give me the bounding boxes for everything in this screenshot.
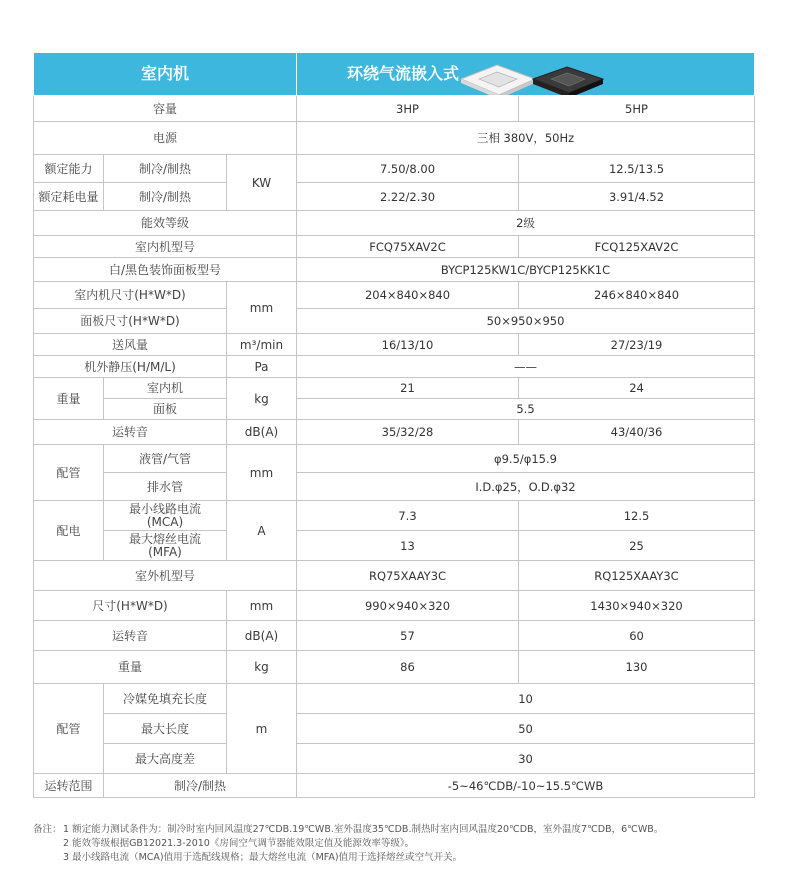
indoor-noise-unit: dB(A) (227, 420, 297, 445)
row-outdoor-weight (34, 651, 755, 684)
free-charge-length-value: 10 (297, 684, 755, 714)
max-height-diff-label: 最大高度差 (104, 744, 227, 774)
indoor-size-label: 室内机尺寸(H*W*D) (34, 282, 227, 309)
row-power (34, 122, 755, 155)
rated-power-5hp: 3.91/4.52 (519, 183, 755, 211)
row-outdoor-piping-height (34, 744, 755, 774)
rated-power-mode: 制冷/制热 (104, 183, 227, 211)
operating-range-value: -5~46℃DB/-10~15.5℃WB (297, 774, 755, 798)
mfa-5hp: 25 (519, 531, 755, 561)
weight-5hp: 24 (519, 378, 755, 399)
mfa-label-line1: 最大熔丝电流 (128, 531, 201, 546)
panel-model-label: 白/黑色装饰面板型号 (34, 258, 297, 282)
notes (33, 823, 758, 865)
cassette-unit-image (457, 61, 607, 96)
rated-power-3hp: 2.22/2.30 (297, 183, 519, 211)
capacity-label: 容量 (34, 96, 297, 122)
indoor-model-label: 室内机型号 (34, 236, 297, 258)
row-static-pressure (34, 356, 755, 378)
operating-range-label: 运转范围 (34, 774, 104, 798)
free-charge-length-label: 冷媒免填充长度 (104, 684, 227, 714)
header-indoor-unit: 室内机 (34, 53, 297, 96)
panel-size-value: 50×950×950 (297, 309, 755, 334)
rated-capacity-5hp: 12.5/13.5 (519, 155, 755, 183)
note-2: 2 能效等级根据GB12021.3-2010《房间空气调节器能效限定值及能源效率等级》。 (63, 838, 415, 849)
indoor-noise-5hp: 43/40/36 (519, 420, 755, 445)
efficiency-value: 2级 (297, 211, 755, 236)
indoor-noise-3hp: 35/32/28 (297, 420, 519, 445)
panel-model-value: BYCP125KW1C/BYCP125KK1C (297, 258, 755, 282)
indoor-model-5hp: FCQ125XAV2C (519, 236, 755, 258)
note-3: 3 最小线路电流（MCA)值用于选配线规格；最大熔丝电流（MFA)值用于选择熔丝或空气开关。 (63, 852, 463, 863)
row-panel-size (34, 309, 755, 334)
row-piping-drain (34, 473, 755, 501)
row-indoor-noise (34, 420, 755, 445)
row-airflow (34, 334, 755, 356)
mca-label-line1: 最小线路电流 (128, 501, 201, 516)
indoor-model-3hp: FCQ75XAV2C (297, 236, 519, 258)
weight-panel-value: 5.5 (297, 399, 755, 420)
max-length-value: 50 (297, 714, 755, 744)
rated-unit: KW (227, 155, 297, 211)
mca-label (104, 501, 227, 531)
piping-liquid-label: 液管/气管 (104, 445, 227, 473)
piping-label: 配管 (34, 445, 104, 501)
row-outdoor-size (34, 591, 755, 621)
row-indoor-size (34, 282, 755, 309)
rated-capacity-mode: 制冷/制热 (104, 155, 227, 183)
outdoor-noise-3hp: 57 (297, 621, 519, 651)
piping-drain-label: 排水管 (104, 473, 227, 501)
row-indoor-model (34, 236, 755, 258)
weight-panel-label: 面板 (104, 399, 227, 420)
power-label: 电源 (34, 122, 297, 155)
row-capacity (34, 96, 755, 122)
row-rated-power (34, 183, 755, 211)
outdoor-piping-label: 配管 (34, 684, 104, 774)
outdoor-model-5hp: RQ125XAAY3C (519, 561, 755, 591)
efficiency-label: 能效等级 (34, 211, 297, 236)
mfa-label-line2: (MFA) (148, 544, 182, 559)
static-pressure-label: 机外静压(H/M/L) (34, 356, 227, 378)
airflow-5hp: 27/23/19 (519, 334, 755, 356)
rated-power-label: 额定耗电量 (34, 183, 104, 211)
indoor-noise-label: 运转音 (34, 420, 227, 445)
capacity-3hp: 3HP (297, 96, 519, 122)
piping-liquid-value: φ9.5/φ15.9 (297, 445, 755, 473)
table-header-row (34, 53, 755, 96)
indoor-size-3hp: 204×840×840 (297, 282, 519, 309)
mca-label-line2: (MCA) (146, 514, 184, 529)
static-pressure-value: —— (297, 356, 755, 378)
airflow-label: 送风量 (34, 334, 227, 356)
outdoor-weight-5hp: 130 (519, 651, 755, 684)
row-efficiency (34, 211, 755, 236)
size-unit: mm (227, 282, 297, 334)
outdoor-noise-label: 运转音 (34, 621, 227, 651)
panel-size-label: 面板尺寸(H*W*D) (34, 309, 227, 334)
outdoor-noise-5hp: 60 (519, 621, 755, 651)
airflow-unit: m³/min (227, 334, 297, 356)
mfa-3hp: 13 (297, 531, 519, 561)
outdoor-weight-3hp: 86 (297, 651, 519, 684)
weight-indoor-label: 室内机 (104, 378, 227, 399)
row-weight-panel (34, 399, 755, 420)
header-product-title: 环绕气流嵌入式 (347, 64, 460, 83)
outdoor-size-5hp: 1430×940×320 (519, 591, 755, 621)
weight-label: 重量 (34, 378, 104, 420)
outdoor-size-3hp: 990×940×320 (297, 591, 519, 621)
row-electric-mfa (34, 531, 755, 561)
max-length-label: 最大长度 (104, 714, 227, 744)
weight-3hp: 21 (297, 378, 519, 399)
note-1 (33, 823, 758, 837)
rated-capacity-label: 额定能力 (34, 155, 104, 183)
row-piping-liquid (34, 445, 755, 473)
power-value: 三相 380V，50Hz (297, 122, 755, 155)
outdoor-weight-unit: kg (227, 651, 297, 684)
row-outdoor-model (34, 561, 755, 591)
electric-label: 配电 (34, 501, 104, 561)
notes-tag: 备注： (33, 824, 62, 835)
airflow-3hp: 16/13/10 (297, 334, 519, 356)
mca-5hp: 12.5 (519, 501, 755, 531)
row-operating-range (34, 774, 755, 798)
piping-unit: mm (227, 445, 297, 501)
capacity-5hp: 5HP (519, 96, 755, 122)
operating-range-mode: 制冷/制热 (104, 774, 297, 798)
row-outdoor-piping-max (34, 714, 755, 744)
static-pressure-unit: Pa (227, 356, 297, 378)
header-product-type (297, 53, 755, 96)
row-weight-indoor (34, 378, 755, 399)
outdoor-size-unit: mm (227, 591, 297, 621)
row-electric-mca (34, 501, 755, 531)
mca-3hp: 7.3 (297, 501, 519, 531)
row-rated-capacity (34, 155, 755, 183)
note-1-text: 1 额定能力测试条件为：制冷时室内回风温度27℃DB.19℃WB.室外温度35℃DB.制热时室内回风温度20℃DB，室外温度7℃DB，6℃WB。 (63, 824, 664, 835)
rated-capacity-3hp: 7.50/8.00 (297, 155, 519, 183)
outdoor-model-label: 室外机型号 (34, 561, 297, 591)
outdoor-noise-unit: dB(A) (227, 621, 297, 651)
outdoor-model-3hp: RQ75XAAY3C (297, 561, 519, 591)
row-outdoor-piping-free (34, 684, 755, 714)
row-outdoor-noise (34, 621, 755, 651)
spec-table (33, 52, 755, 798)
weight-unit: kg (227, 378, 297, 420)
piping-drain-value: I.D.φ25，O.D.φ32 (297, 473, 755, 501)
row-panel-model (34, 258, 755, 282)
outdoor-weight-label: 重量 (34, 651, 227, 684)
indoor-size-5hp: 246×840×840 (519, 282, 755, 309)
electric-unit: A (227, 501, 297, 561)
outdoor-piping-unit: m (227, 684, 297, 774)
outdoor-size-label: 尺寸(H*W*D) (34, 591, 227, 621)
max-height-diff-value: 30 (297, 744, 755, 774)
mfa-label (104, 531, 227, 561)
